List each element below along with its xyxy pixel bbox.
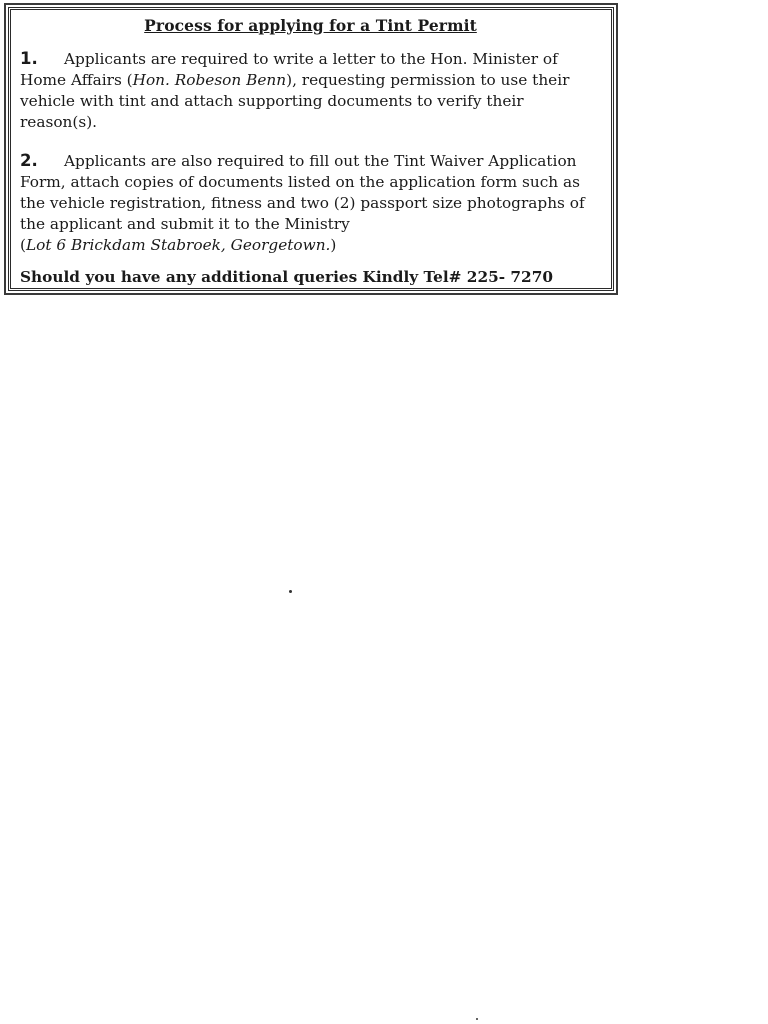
scan-speck bbox=[476, 1018, 478, 1020]
ministry-address: Lot 6 Brickdam Stabroek, Georgetown. bbox=[25, 236, 331, 254]
step-1 bbox=[20, 48, 601, 133]
step-2-text-a: Applicants are also required to fill out the Tint Waiver Application Form, attach copies of documents listed on the application form such as the vehicle registration, fitness and two (2) passport size photographs of the applicant and submit it to the Ministry bbox=[20, 152, 585, 233]
address-close-paren: ) bbox=[330, 236, 337, 254]
step-2-number: 2. bbox=[20, 151, 38, 170]
step-1-text-a: Applicants are required to write a letter to the Hon. Minister of Home Affairs ( bbox=[20, 50, 558, 89]
step-2 bbox=[20, 150, 601, 256]
address-open-paren: ( bbox=[20, 236, 26, 254]
notice-title: Process for applying for a Tint Permit bbox=[144, 16, 477, 35]
step-1-text-b: ), requesting permission to use their vehicle with tint and attach supporting documents to verify their reason(s). bbox=[20, 71, 570, 131]
step-1-number: 1. bbox=[20, 49, 38, 68]
queries-contact-line: Should you have any additional queries Kindly Tel# 225- 7270 bbox=[20, 268, 553, 286]
scan-speck bbox=[289, 590, 292, 593]
minister-name: Hon. Robeson Benn bbox=[132, 71, 287, 89]
tint-permit-notice bbox=[8, 7, 614, 291]
